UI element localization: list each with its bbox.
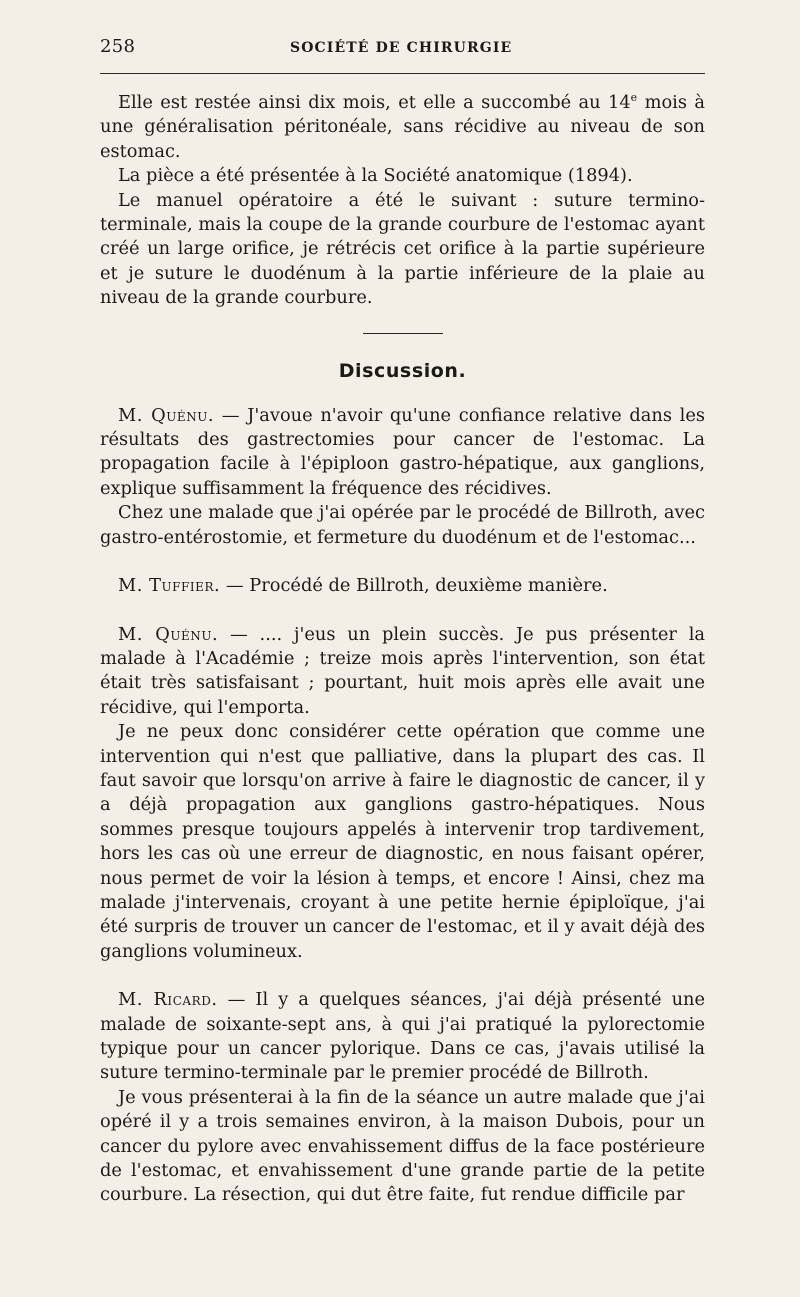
speaker-name: M. Ricard. [118,989,218,1011]
header-rule [100,73,705,74]
quenu-remark: M. Quénu. — J'avoue n'avoir qu'une confiance relative dans les résultats des gastrectomies pour cancer de l'estomac. La propagation facile à l'épiploon gastro-hépatique, aux ganglions, explique suffisamment la fréquence des récidives. [100,404,705,499]
intro-paragraph-2: La pièce a été présentée à la Société anatomique (1894). [118,165,633,187]
intro-paragraph-1: Elle est restée ainsi dix mois, et elle a succombé au 14e mois à une généralisation péritonéale, sans récidive au niveau de son estomac. [100,91,705,162]
tuffier-remark: M. Tuffier. — Procédé de Billroth, deuxième manière. [118,575,608,597]
ricard-remark-continued: Je vous présenterai à la fin de la séance un autre malade que j'ai opéré il y a trois semaines environ, à la maison Dubois, pour un cancer du pylore avec envahissement diffus de la face postérieure de l'estomac, et envahissement d'une grande partie de la petite courbure. La résection, qui dut être faite, fut rendue difficile par [100,1086,705,1206]
discussion-heading: Discussion. [338,359,467,382]
speaker-name: M. Quénu. [118,404,215,426]
running-head [100,36,705,58]
quenu-remark-continued: Chez une malade que j'ai opérée par le procédé de Billroth, avec gastro-entérostomie, et fermeture du duodénum et de l'estomac... [100,502,705,548]
quenu-reply: M. Quénu. — .... j'eus un plein succès. Je pus présenter la malade à l'Académie ; treize mois après l'intervention, son état était très satisfaisant ; pourtant, huit mois après elle avait une récidive, qui l'emporta. [100,623,705,718]
speaker-name: M. Quénu. [118,623,219,645]
body-text [100,91,705,1208]
speaker-name: M. Tuffier. [118,575,221,597]
running-title: SOCIÉTÉ DE CHIRURGIE [290,40,513,56]
quenu-reply-continued: Je ne peux donc considérer cette opération que comme une intervention qui n'est que palliative, dans la plupart des cas. Il faut savoir que lorsqu'on arrive à faire le diagnostic de cancer, il y a déjà propagation aux ganglions gastro-hépatiques. Nous sommes presque toujours appelés à intervenir trop tardivement, hors les cas où une erreur de diagnostic, en nous faisant opérer, nous permet de voir la lésion à temps, et encore ! Ainsi, chez ma malade j'intervenais, croyant à une petite hernie épiploïque, j'ai été surpris de trouver un cancer de l'estomac, et il y avait déjà des ganglions volumineux. [100,721,705,962]
page-number: 258 [100,36,136,57]
book-page [100,36,705,1261]
ricard-remark: M. Ricard. — Il y a quelques séances, j'ai déjà présenté une malade de soixante-sept ans, à qui j'ai pratiqué la pylorectomie typique pour un cancer pylorique. Dans ce cas, j'avais utilisé la suture termino-terminale par le premier procédé de Billroth. [100,989,705,1084]
section-separator [363,333,443,334]
superscript: e [630,91,638,105]
intro-paragraph-3: Le manuel opératoire a été le suivant : suture termino-terminale, mais la coupe de la grande courbure de l'estomac ayant créé un large orifice, je rétrécis cet orifice à la partie supérieure et je suture le duodénum à la partie inférieure de la plaie au niveau de la grande courbure. [100,189,705,309]
